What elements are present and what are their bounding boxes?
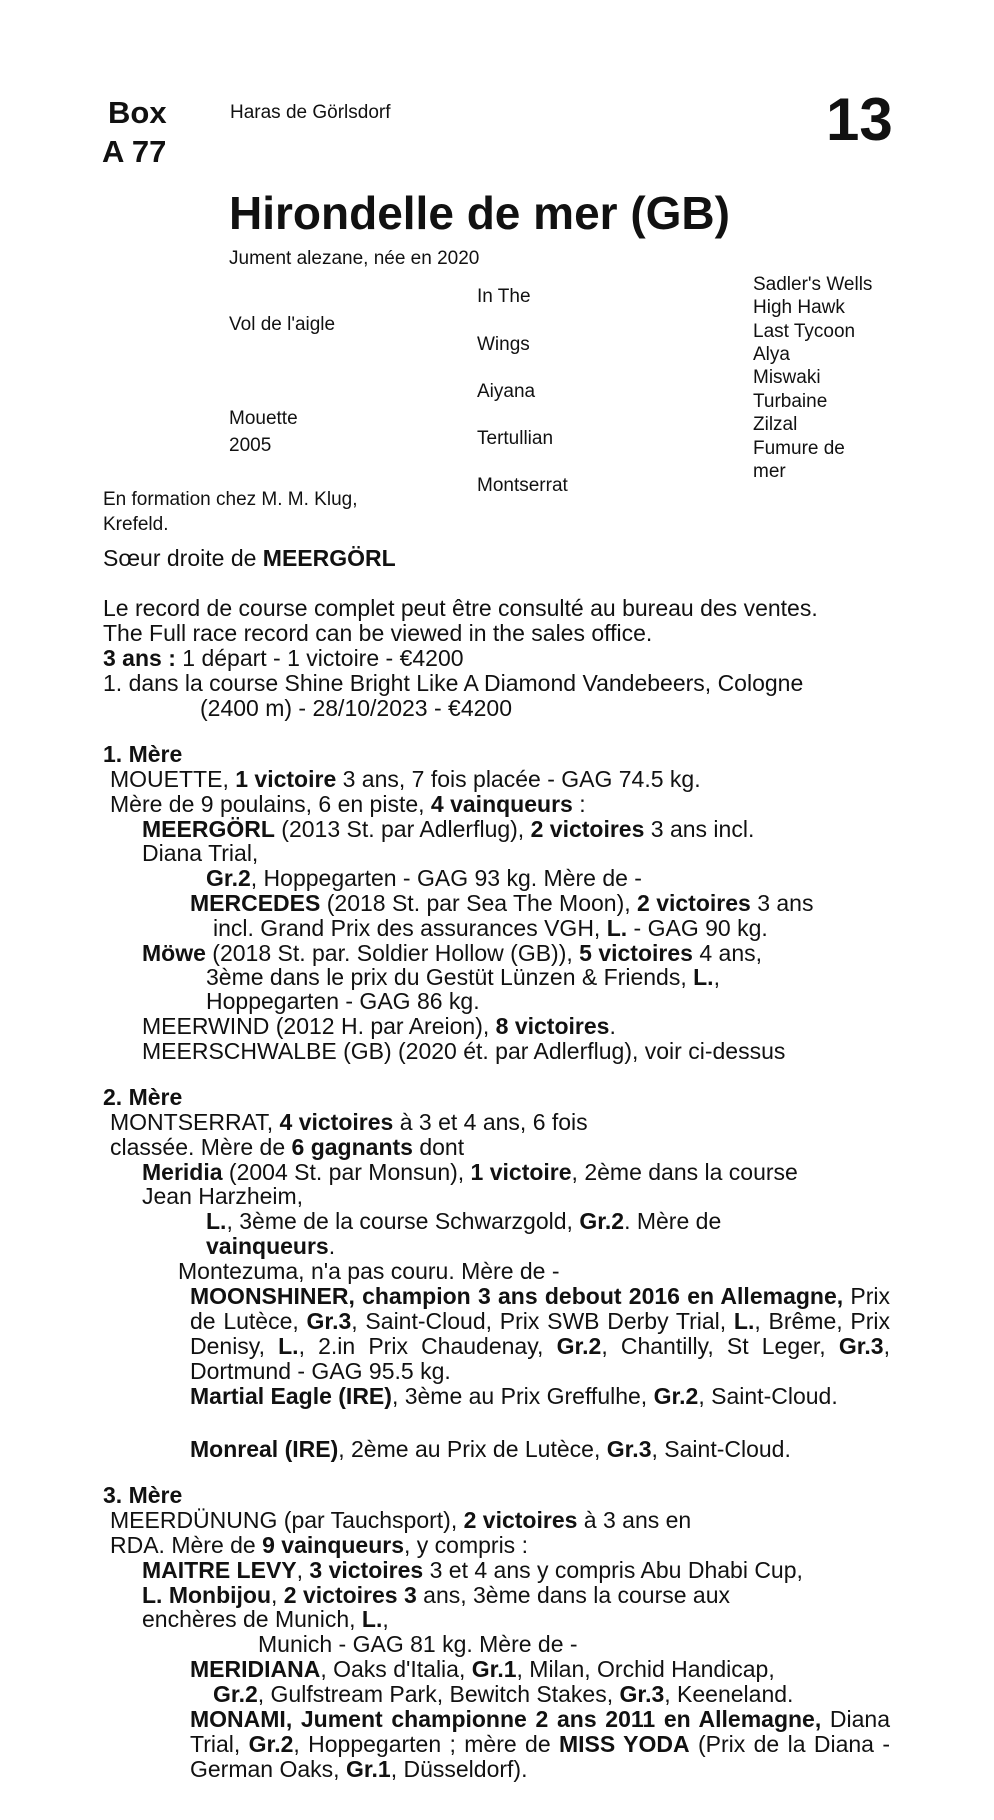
pedigree-sire: Vol de l'aigle xyxy=(229,314,336,335)
dam-line: Gr.2, Gulfstream Park, Bewitch Stakes, Gr.3, Keeneland. xyxy=(213,1681,794,1707)
pedigree-gen2-item: Tertullian xyxy=(477,428,554,449)
pedigree-gen3-item: Last Tycoon xyxy=(753,321,856,342)
dam-line: RDA. Mère de 9 vainqueurs, y compris : xyxy=(110,1532,528,1558)
pedigree-dam: Mouette xyxy=(229,408,298,429)
dam-line: Diana Trial, xyxy=(142,840,259,866)
dam-line: MAITRE LEVY, 3 victoires 3 et 4 ans y compris Abu Dhabi Cup, xyxy=(142,1557,803,1583)
dam-line: L. Monbijou, 2 victoires 3 ans, 3ème dans la course aux xyxy=(142,1582,731,1608)
record-win-line: (2400 m) - 28/10/2023 - €4200 xyxy=(200,695,512,721)
box-label: Box xyxy=(108,95,167,130)
pedigree-gen3-item: Alya xyxy=(753,344,790,365)
horse-name: Hirondelle de mer (GB) xyxy=(229,187,730,239)
sibling-line: Sœur droite de MEERGÖRL xyxy=(103,545,396,571)
training-line: Krefeld. xyxy=(103,514,169,535)
dam-line: Montezuma, n'a pas couru. Mère de - xyxy=(178,1258,560,1284)
pedigree-gen3-item: Turbaine xyxy=(753,391,828,412)
dam-line: MERCEDES (2018 St. par Sea The Moon), 2 victoires 3 ans xyxy=(190,890,814,916)
dam-line: MONTSERRAT, 4 victoires à 3 et 4 ans, 6 fois xyxy=(110,1109,588,1135)
record-note-fr: Le record de course complet peut être consulté au bureau des ventes. xyxy=(103,595,818,621)
dam-line: L., 3ème de la course Schwarzgold, Gr.2. Mère de xyxy=(206,1208,722,1234)
dam-line: Mère de 9 poulains, 6 en piste, 4 vainqueurs : xyxy=(110,791,586,817)
record-summary: 3 ans : 1 départ - 1 victoire - €4200 xyxy=(103,645,464,671)
consignor: Haras de Görlsdorf xyxy=(230,102,391,123)
lot-number: 13 xyxy=(826,86,893,153)
section-heading: 1. Mère xyxy=(103,741,183,767)
dam-line: Munich - GAG 81 kg. Mère de - xyxy=(258,1631,578,1657)
dam-line: MERIDIANA, Oaks d'Italia, Gr.1, Milan, Orchid Handicap, xyxy=(190,1656,775,1682)
training-line: En formation chez M. M. Klug, xyxy=(103,489,358,510)
dam-line: Gr.2, Hoppegarten - GAG 93 kg. Mère de - xyxy=(206,865,642,891)
pedigree-gen2-item: Montserrat xyxy=(477,475,568,496)
monami-entry: MONAMI, Jument championne 2 ans 2011 en Allemagne, Diana Trial, Gr.2, Hoppegarten ; mère de MISS YODA (Prix de la Diana - German Oaks, Gr.1, Düsseldorf). xyxy=(190,1706,891,1782)
pedigree-dam-year: 2005 xyxy=(229,435,272,456)
dam-line: enchères de Munich, L., xyxy=(142,1606,389,1632)
dam-line: classée. Mère de 6 gagnants dont xyxy=(110,1134,465,1160)
monreal-entry: Monreal (IRE), 2ème au Prix de Lutèce, Gr.3, Saint-Cloud. xyxy=(190,1436,791,1462)
dam-line: MEERSCHWALBE (GB) (2020 ét. par Adlerflug), voir ci-dessus xyxy=(142,1038,786,1064)
dam-line: Hoppegarten - GAG 86 kg. xyxy=(206,988,480,1014)
dam-line: Jean Harzheim, xyxy=(142,1183,304,1209)
pedigree-gen3-item: Miswaki xyxy=(753,367,821,388)
pedigree-gen3-item: Zilzal xyxy=(753,414,798,435)
dam-line: MEERDÜNUNG (par Tauchsport), 2 victoires à 3 ans en xyxy=(110,1507,692,1533)
pedigree-gen2-item: In The xyxy=(477,286,531,307)
pedigree-gen3-item: Fumure de xyxy=(753,438,845,459)
dam-line: 3ème dans le prix du Gestüt Lünzen & Friends, L., xyxy=(206,964,720,990)
box-code: A 77 xyxy=(102,134,167,169)
pedigree-gen2-item: Aiyana xyxy=(477,381,536,402)
section-heading: 2. Mère xyxy=(103,1084,183,1110)
moonshiner-entry: MOONSHINER, champion 3 ans debout 2016 en Allemagne, Prix de Lutèce, Gr.3, Saint-Cloud, Prix SWB Derby Trial, L., Brême, Prix Denisy, L., 2.in Prix Chaudenay, Gr.2, Chantilly, St Leger, Gr.3, Dortmund - GAG 95.5 kg. xyxy=(190,1283,890,1384)
martial-eagle-entry: Martial Eagle (IRE), 3ème au Prix Greffulhe, Gr.2, Saint-Cloud. xyxy=(190,1383,838,1409)
pedigree-gen3-item: mer xyxy=(753,461,786,482)
dam-line: Möwe (2018 St. par. Soldier Hollow (GB)), 5 victoires 4 ans, xyxy=(142,940,762,966)
dam-line: MEERWIND (2012 H. par Areion), 8 victoires. xyxy=(142,1013,616,1039)
section-heading: 3. Mère xyxy=(103,1482,183,1508)
pedigree-gen2-item: Wings xyxy=(477,334,530,355)
dam-line: incl. Grand Prix des assurances VGH, L. - GAG 90 kg. xyxy=(213,915,768,941)
horse-description: Jument alezane, née en 2020 xyxy=(229,248,480,269)
record-win-line: 1. dans la course Shine Bright Like A Diamond Vandebeers, Cologne xyxy=(103,670,804,696)
pedigree-gen3-item: High Hawk xyxy=(753,297,845,318)
dam-line: vainqueurs. xyxy=(206,1233,336,1259)
pedigree-gen3-item: Sadler's Wells xyxy=(753,274,873,295)
dam-line: MOUETTE, 1 victoire 3 ans, 7 fois placée - GAG 74.5 kg. xyxy=(110,766,701,792)
dam-line: Meridia (2004 St. par Monsun), 1 victoire, 2ème dans la course xyxy=(142,1159,798,1185)
dam-line: MEERGÖRL (2013 St. par Adlerflug), 2 victoires 3 ans incl. xyxy=(142,816,755,842)
record-note-en: The Full race record can be viewed in the sales office. xyxy=(103,620,653,646)
